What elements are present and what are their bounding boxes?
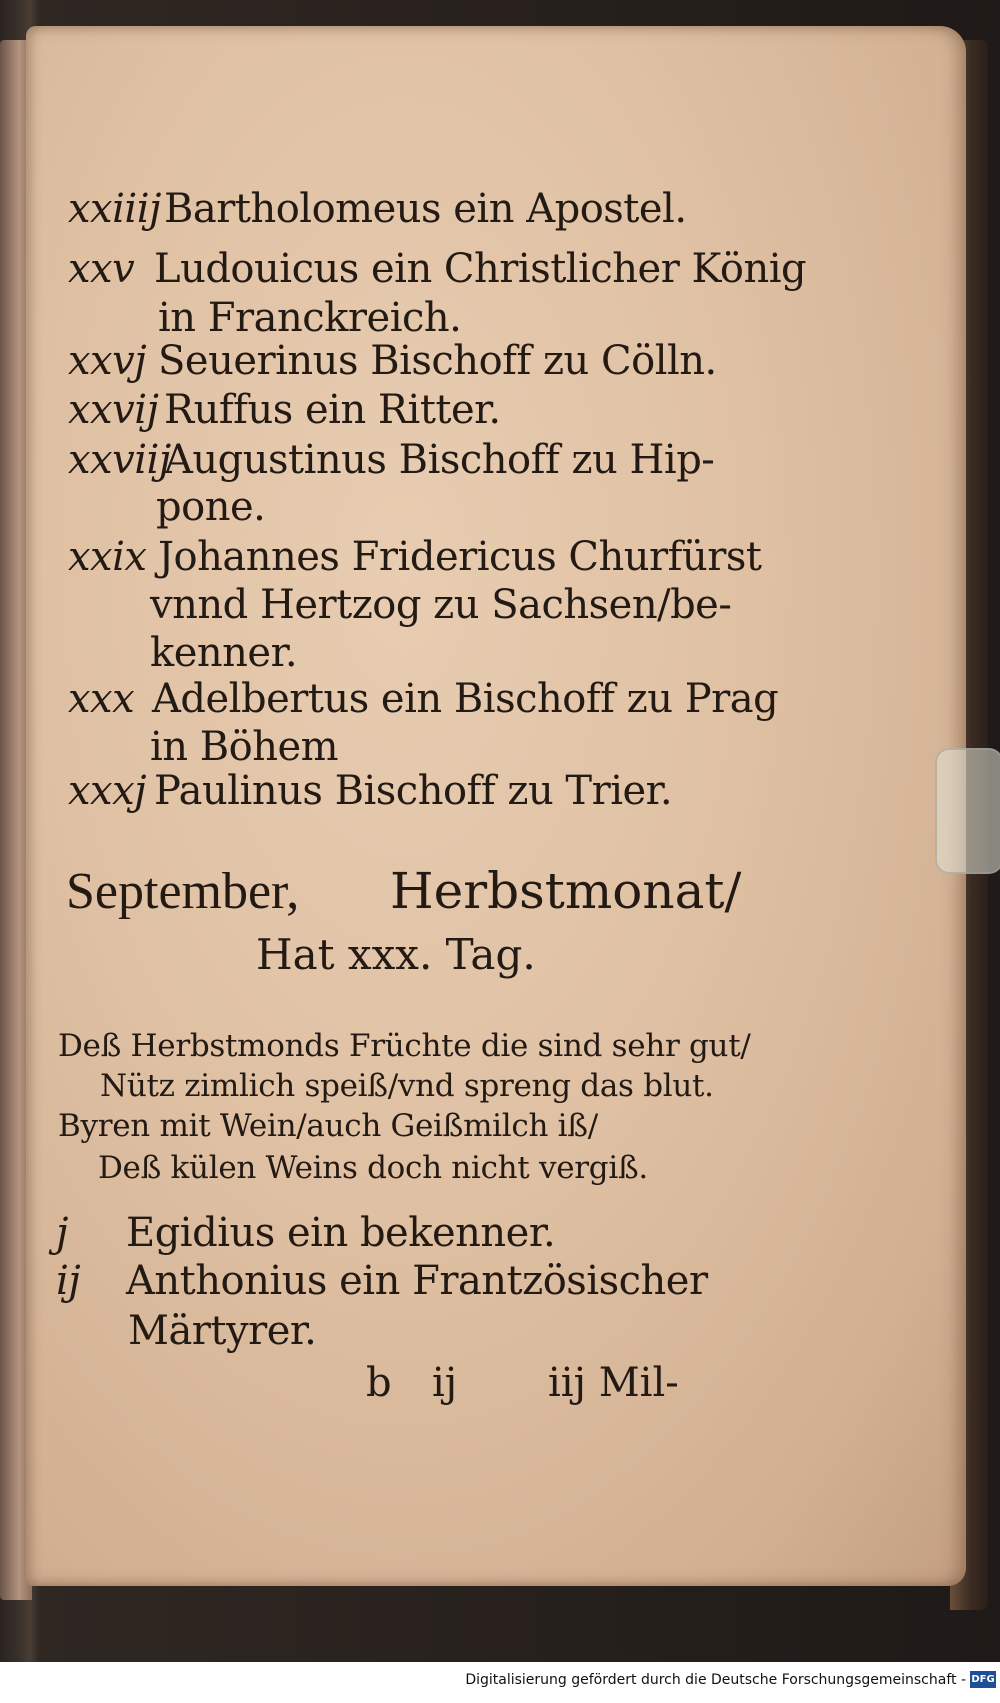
entry-continuation: in Franckreich. <box>158 295 462 341</box>
entry-row <box>68 768 672 814</box>
day-number: xxix <box>68 534 147 580</box>
month-latin: September, <box>66 863 300 920</box>
day-number: xxx <box>68 676 135 722</box>
entry-text: Adelbertus ein Bischoff zu Prag <box>152 676 779 722</box>
page-tab-marker <box>935 748 1000 874</box>
dfg-logo: DFG <box>970 1671 996 1688</box>
catchword: iij Mil- <box>548 1360 679 1406</box>
day-number: xxvij <box>68 387 159 433</box>
month-days: Hat xxx. Tag. <box>256 930 536 979</box>
entry-text: Augustinus Bischoff zu Hip- <box>164 437 715 483</box>
entry-row <box>56 1258 708 1304</box>
entry-text: Bartholomeus ein Apostel. <box>164 186 687 232</box>
entry-row <box>56 1210 555 1256</box>
verse-line: Nütz zimlich speiß/vnd spreng das blut. <box>100 1068 714 1104</box>
verse-line: Deß Herbstmonds Früchte die sind sehr gut/ <box>58 1028 751 1064</box>
entry-continuation: vnnd Hertzog zu Sachsen/be- <box>150 582 732 628</box>
entry-row <box>68 676 778 722</box>
verse-line: Deß külen Weins doch nicht vergiß. <box>98 1150 648 1186</box>
entry-row <box>68 338 717 384</box>
entry-text: Johannes Fridericus Churfürst <box>158 534 762 580</box>
signature-number: ij <box>432 1360 458 1406</box>
footer-credit: Digitalisierung gefördert durch die Deutsche Forschungsgemeinschaft - <box>465 1672 966 1688</box>
day-number: xxvj <box>68 338 147 384</box>
entry-continuation: Märtyrer. <box>128 1308 317 1354</box>
day-number: xxxj <box>68 768 147 814</box>
day-number: xxiiij <box>68 186 161 232</box>
day-number: ij <box>56 1258 81 1304</box>
day-number: xxv <box>68 246 135 292</box>
entry-text: Egidius ein bekenner. <box>126 1210 556 1256</box>
entry-row <box>68 186 687 232</box>
entry-continuation: in Böhem <box>150 724 339 770</box>
entry-continuation: kenner. <box>150 630 298 676</box>
entry-row <box>68 387 501 433</box>
verse-line: Byren mit Wein/auch Geißmilch iß/ <box>58 1108 598 1144</box>
entry-row <box>68 534 761 580</box>
entry-text: Ludouicus ein Christlicher König <box>154 246 807 292</box>
entry-text: Anthonius ein Frantzösischer <box>126 1258 708 1304</box>
entry-row <box>68 246 806 292</box>
month-german: Herbstmonat/ <box>390 862 742 920</box>
signature-mark: b <box>366 1360 392 1406</box>
day-number: j <box>56 1210 68 1256</box>
entry-row <box>68 437 714 483</box>
day-number: xxviij <box>68 437 171 483</box>
digitization-footer <box>0 1662 1000 1703</box>
entry-text: Paulinus Bischoff zu Trier. <box>154 768 673 814</box>
entry-text: Seuerinus Bischoff zu Cölln. <box>158 338 717 384</box>
entry-continuation: pone. <box>156 484 266 530</box>
entry-text: Ruffus ein Ritter. <box>164 387 501 433</box>
